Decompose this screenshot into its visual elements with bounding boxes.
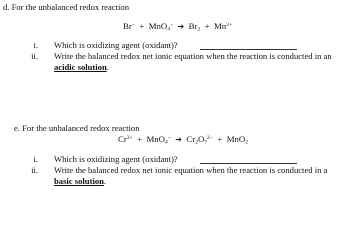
eq-d-plus-1: + bbox=[139, 21, 145, 31]
part-e-q1-text: Which is oxidizing agent (oxidant)? bbox=[54, 154, 178, 164]
eq-e-reactant-1: $Cr^{3+}$ bbox=[118, 134, 133, 144]
basic-solution-label: basic solution bbox=[54, 176, 104, 186]
part-e-q1-answer-blank[interactable] bbox=[200, 163, 297, 164]
reaction-arrow-icon: ➔ bbox=[175, 135, 182, 144]
eq-e-plus-2: + bbox=[217, 134, 223, 144]
part-e-q2-text: Write the balanced redox net ionic equation when the reaction is conducted in a bbox=[54, 165, 328, 175]
eq-d-reactant-2: MnO$_4$− bbox=[148, 21, 174, 33]
part-d-heading: d. For the unbalanced redox reaction bbox=[3, 2, 129, 12]
part-e-q2-condition: basic solution. bbox=[54, 176, 107, 186]
eq-e-plus-1: + bbox=[137, 134, 143, 144]
eq-d-product-1: $Br_2$ bbox=[188, 21, 201, 33]
part-d-q1-number: i. bbox=[33, 40, 38, 50]
part-e-heading: e. For the unbalanced redox reaction bbox=[14, 123, 140, 133]
eq-d-plus-2: + bbox=[204, 21, 210, 31]
part-d-q1-text: Which is oxidizing agent (oxidant)? bbox=[54, 40, 178, 50]
part-d-q2-condition: acidic solution. bbox=[54, 62, 109, 72]
part-e-equation bbox=[118, 134, 248, 146]
reaction-arrow-icon: ➔ bbox=[177, 22, 185, 31]
eq-d-reactant-1: Br− bbox=[123, 21, 135, 31]
eq-e-product-2: MnO$_2$ bbox=[226, 134, 249, 146]
eq-d-product-2: $Mn^{2+}$ bbox=[213, 21, 233, 31]
part-e-q1-number: i. bbox=[33, 154, 38, 164]
part-d-q2-number: ii. bbox=[31, 51, 38, 61]
part-d-equation bbox=[123, 21, 232, 33]
part-d-q2-text: Write the balanced redox net ionic equation when the reaction is conducted in an bbox=[54, 51, 332, 61]
eq-e-product-1: $Cr_2O_7^{2-}$ bbox=[186, 134, 213, 146]
acidic-solution-label: acidic solution bbox=[54, 62, 107, 72]
part-e-q2-number: ii. bbox=[31, 165, 38, 175]
part-d-q1-answer-blank[interactable] bbox=[200, 49, 297, 50]
eq-e-reactant-2: MnO$_4$− bbox=[146, 134, 171, 146]
